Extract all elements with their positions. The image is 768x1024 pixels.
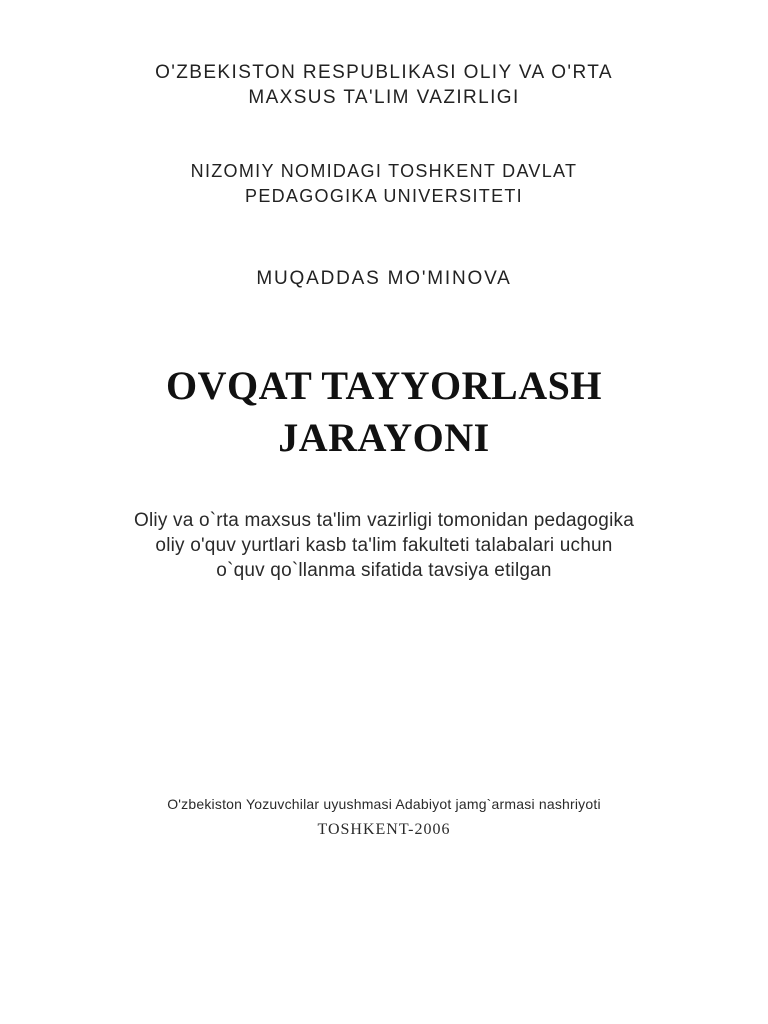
description-line-1: Oliy va o`rta maxsus ta'lim vazirligi tomonidan pedagogika — [134, 510, 634, 531]
city-year: TOSHKENT-2006 — [317, 821, 451, 838]
ministry-line-2: MAXSUS TA'LIM VAZIRLIGI — [248, 87, 520, 108]
author-name: MUQADDAS MO'MINOVA — [256, 268, 512, 289]
university-line-1: NIZOMIY NOMIDAGI TOSHKENT DAVLAT — [190, 161, 578, 181]
book-title-line-2: JARAYONI — [278, 415, 490, 460]
ministry-line-1: O'ZBEKISTON RESPUBLIKASI OLIY VA O'RTA — [155, 62, 613, 83]
description-line-3: o`quv qo`llanma sifatida tavsiya etilgan — [216, 560, 552, 581]
publisher-name: O'zbekiston Yozuvchilar uyushmasi Adabiyot jamg`armasi nashriyoti — [167, 796, 601, 812]
description-line-2: oliy o'quv yurtlari kasb ta'lim fakulteti talabalari uchun — [155, 535, 613, 556]
university-line-2: PEDAGOGIKA UNIVERSITETI — [245, 186, 523, 206]
book-title-line-1: OVQAT TAYYORLASH — [166, 363, 602, 408]
